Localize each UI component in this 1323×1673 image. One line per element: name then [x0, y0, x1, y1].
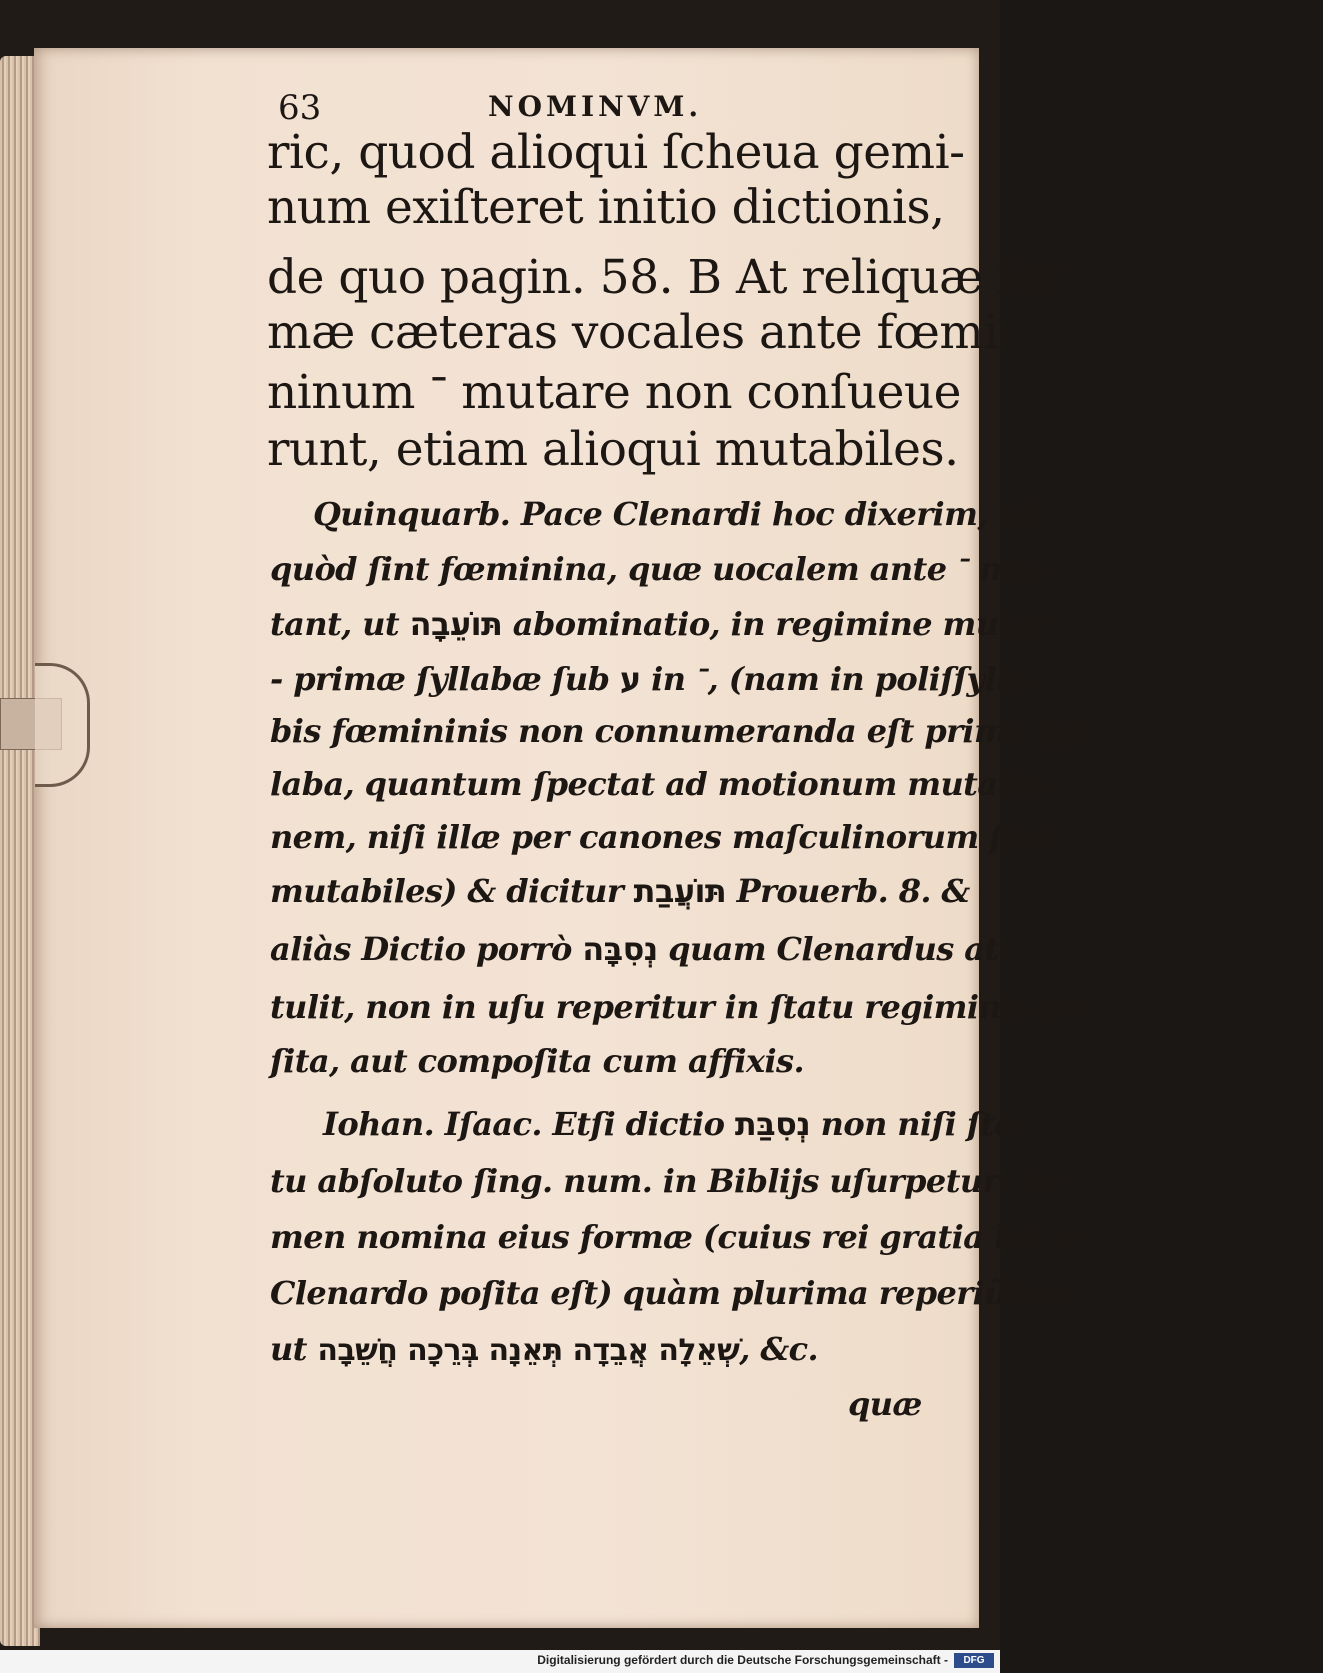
- hebrew-word-list: שְׁאֵלָה אֲבֵדָה תְּאֵנָה בְּרֵכָה חֲשֵׁבָה: [317, 1333, 740, 1368]
- text-line: tu abſoluto ſing. num. in Biblijs uſurpetur: ta-: [270, 1162, 1068, 1200]
- text-line: nem, niſi illæ per canones maſculinorum ſint: [270, 818, 1051, 856]
- page-number: 63: [278, 88, 322, 128]
- text-line: ſita, aut compoſita cum affixis.: [270, 1042, 804, 1080]
- text-line: bis fœmininis non connumeranda eſt prima ſyl: [270, 712, 1081, 750]
- text-line: tulit, non in uſu reperitur in ſtatu regiminis po: [270, 988, 1084, 1026]
- text-line: runt, etiam alioqui mutabiles.: [267, 422, 959, 477]
- dfg-logo: DFG: [954, 1653, 994, 1668]
- text-line: mutabiles) & dicitur תּוֹעֲבַת Prouerb. 8. &: [270, 872, 970, 910]
- text-line: aliàs Dictio porrò נְסִבָּה quam Clenardus at-: [270, 930, 1012, 968]
- text-line: ninum ־ mutare non conſueue: [267, 365, 961, 420]
- footer-credit: Digitalisierung gefördert durch die Deutsche Forschungsgemeinschaft -: [537, 1653, 948, 1667]
- running-title: NOMINVM.: [488, 90, 703, 123]
- text-line: - primæ ſyllabæ ſub ע in ־, (nam in poliſſylla-: [270, 660, 1041, 698]
- text-line: ut שְׁאֵלָה אֲבֵדָה תְּאֵנָה בְּרֵכָה חֲשֵׁבָה, &c.: [270, 1330, 819, 1368]
- hebrew-word: נְסִבַּת: [734, 1105, 811, 1143]
- text-line: tant, ut תּוֹעֵבָה abominatio, in regimine mutat: [270, 605, 1047, 643]
- catchword: quæ: [848, 1385, 922, 1423]
- text-line: Quinquarb. Pace Clenardi hoc dixerim, eô: [313, 495, 1039, 533]
- text-line: ric, quod alioqui ſcheua gemi-: [267, 125, 965, 180]
- hebrew-letter: ע: [619, 660, 641, 698]
- text-line: quòd ſint fœminina, quæ uocalem ante ־ mu-: [270, 550, 1048, 588]
- text-line: Iohan. Iſaac. Etſi dictio נְסִבַּת non niſi ſta-: [323, 1105, 1027, 1143]
- digitization-footer: [0, 1650, 1000, 1673]
- hebrew-word: תּוֹעֵבָה: [409, 605, 503, 643]
- clasp-ribbon: [0, 663, 92, 783]
- hebrew-word: תּוֹעֲבַת: [633, 872, 727, 910]
- hebrew-word: נְסִבָּה: [582, 930, 658, 968]
- text-line: men nomina eius formæ (cuius rei gratia hic à: [270, 1218, 1078, 1256]
- text-line: Clenardo poſita eſt) quàm plurima reperiũtur:: [270, 1274, 1072, 1312]
- text-line: de quo pagin. 58. B At reliquæ for: [267, 250, 1064, 305]
- text-line: mæ cæteras vocales ante fœmi-: [267, 305, 1014, 360]
- text-line: laba, quantum ſpectat ad motionum mutatio-: [270, 765, 1057, 803]
- text-line: num exiſteret initio dictionis,: [267, 180, 945, 235]
